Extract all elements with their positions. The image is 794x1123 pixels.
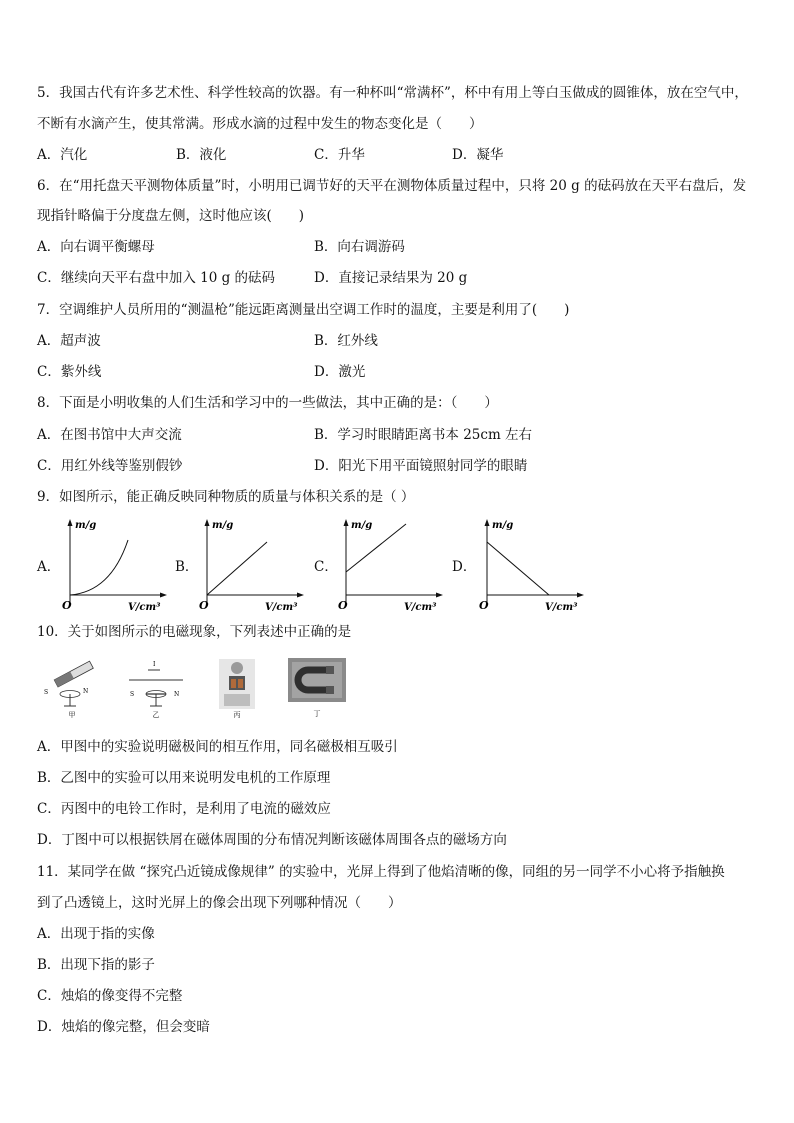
q10-option-b: B．乙图中的实验可以用来说明发电机的工作原理 (37, 770, 331, 786)
q8-option-a: A．在图书馆中大声交流 (37, 427, 182, 443)
q9-graph-b (195, 516, 325, 616)
q9-graph-d-ylabel: m/g (492, 520, 514, 531)
q7-option-a: A．超声波 (37, 333, 101, 349)
q10-yi-letter-i: I (153, 661, 156, 668)
q5-option-b: B．液化 (176, 147, 227, 163)
q9-graph-c-xlabel: V/cm³ (404, 602, 437, 613)
current-wire-compass-icon (126, 658, 186, 710)
q9-graph-b-origin: O (199, 599, 209, 612)
q5-stem-line1: 5．我国古代有许多艺术性、科学性较高的饮器。有一种杯叫“常满杯”，杯中有用上等白玉做成的圆锥体，放在空气中， (37, 85, 748, 101)
q9-graph-b-label: B． (175, 559, 199, 575)
q10-picture-jia-caption: 甲 (68, 711, 76, 719)
q9-graph-c-label: C． (314, 559, 338, 575)
q9-graph-d (475, 516, 605, 616)
electric-bell-photo-icon (218, 658, 256, 710)
q9-graph-d-xlabel: V/cm³ (545, 602, 578, 613)
q6-option-c: C．继续向天平右盘中加入 10 g 的砝码 (37, 270, 276, 286)
q9-graph-d-origin: O (479, 599, 489, 612)
q11-option-b: B．出现下指的影子 (37, 957, 155, 973)
q11-option-c: C．烛焰的像变得不完整 (37, 988, 183, 1004)
q9-graph-c (334, 516, 464, 616)
q10-yi-letter-s: S (130, 691, 135, 698)
q10-picture-yi (126, 658, 186, 720)
q8-option-b: B．学习时眼睛距离书本 25cm 左右 (314, 427, 533, 443)
q9-graph-c-ylabel: m/g (351, 520, 373, 531)
q11-stem-line2: 到了凸透镜上，这时光屏上的像会出现下列哪种情况（ ） (37, 895, 402, 911)
q5-option-c: C．升华 (314, 147, 365, 163)
q10-picture-jia (40, 658, 104, 720)
q8-stem-line1: 8．下面是小明收集的人们生活和学习中的一些做法，其中正确的是：（ ） (37, 395, 498, 411)
q10-option-d: D．丁图中可以根据铁屑在磁体周围的分布情况判断该磁体周围各点的磁场方向 (37, 832, 507, 848)
q5-stem-line2: 不断有水滴产生，使其常满。形成水滴的过程中发生的物态变化是（ ） (37, 116, 483, 132)
q9-graph-a (58, 516, 188, 616)
q10-picture-ding-caption: 丁 (313, 710, 321, 718)
q7-option-d: D．激光 (314, 364, 366, 380)
q7-stem-line1: 7．空调维护人员所用的“测温枪”能远距离测量出空调工作时的温度，主要是利用了( ) (37, 302, 570, 318)
q10-picture-yi-caption: 乙 (152, 711, 160, 719)
q10-picture-ding (288, 658, 346, 719)
q6-option-d: D．直接记录结果为 20 g (314, 270, 468, 286)
q8-option-c: C．用红外线等鉴别假钞 (37, 458, 183, 474)
q9-stem-line1: 9．如图所示，能正确反映同种物质的质量与体积关系的是（ ） (37, 489, 415, 505)
q9-graph-a-origin: O (62, 599, 72, 612)
q10-jia-letter-n: N (83, 688, 89, 695)
q10-picture-bing (218, 658, 256, 720)
q10-picture-bing-caption: 丙 (233, 711, 241, 719)
q11-option-a: A．出现于指的实像 (37, 926, 155, 942)
q7-option-b: B．红外线 (314, 333, 378, 349)
q10-option-a: A．甲图中的实验说明磁极间的相互作用，同名磁极相互吸引 (37, 739, 398, 755)
q11-option-d: D．烛焰的像完整，但会变暗 (37, 1019, 210, 1035)
q9-graph-a-label: A． (37, 559, 61, 575)
q6-stem-line1: 6．在“用托盘天平测物体质量”时，小明用已调节好的天平在测物体质量过程中，只将 20 g 的砝码放在天平右盘后，发 (37, 178, 747, 194)
q10-stem-line1: 10．关于如图所示的电磁现象，下列表述中正确的是 (37, 624, 352, 640)
q5-option-d: D．凝华 (452, 147, 504, 163)
q8-option-d: D．阳光下用平面镜照射同学的眼睛 (314, 458, 528, 474)
q9-graph-c-origin: O (338, 599, 348, 612)
q9-graph-d-label: D． (452, 559, 477, 575)
q10-option-c: C．丙图中的电铃工作时，是利用了电流的磁效应 (37, 801, 331, 817)
q11-stem-line1: 11．某同学在做 “探究凸近镜成像规律” 的实验中，光屏上得到了他焰清晰的像，同组的另一同学不小心将予指触换 (37, 864, 725, 880)
magnet-compass-icon (40, 658, 104, 710)
q9-graph-a-ylabel: m/g (75, 520, 97, 531)
q9-graph-b-ylabel: m/g (212, 520, 234, 531)
q6-stem-line2: 现指针略偏于分度盘左侧，这时他应该( ) (37, 208, 305, 224)
q6-option-b: B．向右调游码 (314, 239, 405, 255)
q5-option-a: A．汽化 (37, 147, 88, 163)
q10-yi-letter-n: N (174, 691, 180, 698)
q7-option-c: C．紫外线 (37, 364, 102, 380)
q9-graph-b-xlabel: V/cm³ (265, 602, 298, 613)
q10-jia-letter-s: S (44, 689, 49, 696)
q6-option-a: A．向右调平衡螺母 (37, 239, 155, 255)
horseshoe-magnet-filings-photo-icon (288, 658, 346, 702)
q9-graph-a-xlabel: V/cm³ (128, 602, 161, 613)
